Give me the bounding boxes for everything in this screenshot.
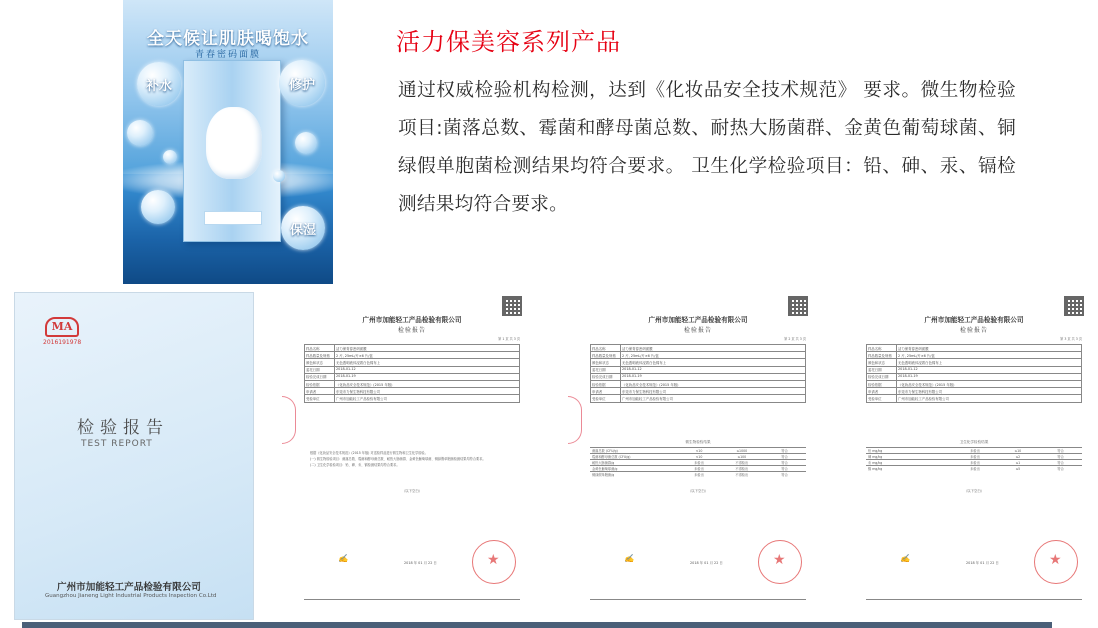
report-org: 广州市加能轻工产品检验有限公司 — [648, 316, 748, 324]
table-cell: 符合 — [1057, 455, 1064, 459]
qr-code-icon — [502, 296, 522, 316]
results-caption: 卫生化学检验结果 — [959, 440, 989, 444]
water-bubble — [163, 150, 177, 164]
table-row — [867, 395, 1082, 402]
qr-code-icon — [788, 296, 808, 316]
table-row — [590, 447, 806, 453]
table-row — [866, 447, 1082, 453]
table-key: 受检单位 — [867, 395, 897, 402]
table-row — [591, 359, 806, 366]
table-row — [867, 359, 1082, 366]
table-value: 广州市加能轻工产品检验有限公司 — [621, 395, 806, 402]
table-cell: ≤5 — [1015, 467, 1021, 471]
table-value: 2018-01-19 — [897, 373, 1082, 380]
table-value: 2018-01-12 — [897, 366, 1082, 373]
table-row — [866, 459, 1082, 465]
table-row — [866, 453, 1082, 459]
table-row — [867, 388, 1082, 395]
table-cell: 符合 — [1057, 449, 1064, 453]
water-bubble — [127, 120, 153, 146]
end-mark: （以下空白） — [687, 489, 709, 493]
cover-subtitle: TEST REPORT — [81, 439, 153, 449]
table-row — [591, 380, 806, 387]
table-cell: 铜绿假单胞菌/g — [592, 473, 615, 477]
report-meta — [304, 336, 520, 342]
table-key: 检验完成日期 — [305, 373, 335, 380]
table-row — [867, 366, 1082, 373]
table-value: 广州市加能轻工产品检验有限公司 — [897, 395, 1082, 402]
tag-hydrate: 补水 — [145, 78, 172, 94]
table-cell: 未检出 — [970, 455, 980, 459]
official-seal-icon — [1034, 540, 1078, 584]
bubble-tag-hydrate — [137, 62, 181, 106]
table-value: 无色透明液体浸着白色棉布上 — [897, 359, 1082, 366]
table-cell: 不得检出 — [735, 473, 749, 477]
table-key: 委托日期 — [305, 366, 335, 373]
table-value: 2018-01-12 — [335, 366, 520, 373]
product-box-band — [204, 211, 262, 225]
sample-info-table — [590, 344, 806, 403]
bottom-bar — [22, 622, 1052, 628]
table-cell: 不得检出 — [735, 461, 749, 465]
table-cell: ≤100 — [737, 455, 747, 459]
table-cell: 未检出 — [970, 449, 980, 453]
table-key: 受检单位 — [591, 395, 621, 402]
cover-title: 检验报告 — [77, 418, 169, 438]
product-box — [183, 60, 281, 242]
table-row — [591, 373, 806, 380]
qr-code-icon — [1064, 296, 1084, 316]
page-number: 第 3 页 共 3 页 — [1060, 337, 1082, 341]
signature-icon: ✍ — [338, 554, 348, 563]
table-cell: 镉 mg/kg — [868, 467, 883, 471]
report-date: 2018 年 01 月 22 日 — [404, 561, 437, 565]
report-date: 2018 年 01 月 22 日 — [966, 561, 999, 565]
table-row — [305, 345, 520, 352]
table-value: 2 片, 25mL/片×6 片/盒 — [335, 352, 520, 359]
table-value: 广州市加能轻工产品检验有限公司 — [335, 395, 520, 402]
table-row — [591, 395, 806, 402]
table-row — [305, 380, 520, 387]
table-row — [305, 352, 520, 359]
report-meta — [590, 336, 806, 342]
table-row — [590, 465, 806, 471]
table-cell: 菌落总数 (CFU/g) — [592, 449, 618, 453]
sample-info-table — [304, 344, 520, 403]
table-key: 检验完成日期 — [867, 373, 897, 380]
page-number: 第 1 页 共 3 页 — [498, 337, 520, 341]
table-value: 东莞市力保生物科技有限公司 — [897, 388, 1082, 395]
table-key: 委托日期 — [867, 366, 897, 373]
table-row — [590, 453, 806, 459]
table-cell: ≤1 — [1015, 461, 1021, 465]
bubble-tag-repair — [279, 60, 325, 106]
table-value: 东莞市力保生物科技有限公司 — [335, 388, 520, 395]
report-page-3 — [850, 292, 1098, 620]
table-cell: 霉菌和酵母菌总数 (CFU/g) — [592, 455, 631, 459]
table-cell: 汞 mg/kg — [868, 461, 883, 465]
official-seal-icon — [758, 540, 802, 584]
table-row — [590, 459, 806, 465]
table-cell: ≤2 — [1015, 455, 1021, 459]
table-cell: 金黄色葡萄球菌/g — [592, 467, 618, 471]
page-number: 第 2 页 共 3 页 — [784, 337, 806, 341]
table-cell: <10 — [695, 449, 703, 453]
table-row — [305, 366, 520, 373]
page-title: 活力保美容系列产品 — [396, 28, 621, 56]
cma-number: 2016191978 — [43, 339, 82, 346]
table-key: 受检单位 — [305, 395, 335, 402]
table-cell: 未检出 — [970, 467, 980, 471]
table-row — [867, 373, 1082, 380]
footer-divider — [590, 599, 806, 600]
table-row — [867, 345, 1082, 352]
side-stamp-icon — [568, 396, 582, 444]
tag-moisturize: 保湿 — [289, 222, 316, 238]
table-cell: 符合 — [781, 473, 788, 477]
footer-divider — [304, 599, 520, 600]
table-value: 活力保青春密码面膜 — [897, 345, 1082, 352]
report-cover — [14, 292, 254, 620]
table-row — [305, 388, 520, 395]
table-key: 检验依据 — [591, 380, 621, 387]
table-cell: 符合 — [781, 461, 788, 465]
table-value: 2018-01-12 — [621, 366, 806, 373]
table-key: 申请者 — [305, 388, 335, 395]
mask-face-icon — [206, 107, 262, 179]
table-cell: 符合 — [781, 467, 788, 471]
table-value: 无色透明液体浸着白色棉布上 — [621, 359, 806, 366]
note-line: (二) 卫生化学检验项目：铅、砷、汞、镉检测结果均符合要求。 — [310, 463, 400, 467]
table-cell: 未检出 — [694, 473, 704, 477]
sample-info-table — [866, 344, 1082, 403]
table-row — [591, 352, 806, 359]
end-mark: （以下空白） — [401, 489, 423, 493]
report-notes — [310, 450, 510, 468]
table-key: 样品名称 — [305, 345, 335, 352]
table-cell: 未检出 — [694, 461, 704, 465]
table-row — [590, 471, 806, 477]
table-key: 检验完成日期 — [591, 373, 621, 380]
table-value: 2018-01-19 — [621, 373, 806, 380]
cover-org-en: Guangzhou Jianeng Light Industrial Products Inspection Co.Ltd — [45, 593, 217, 599]
table-key: 申请者 — [591, 388, 621, 395]
table-cell: 耐热大肠菌群/g — [592, 461, 615, 465]
table-value: 《化妆品安全技术规范》(2015 年版) — [897, 380, 1082, 387]
table-key: 颜色和状态 — [867, 359, 897, 366]
table-row — [867, 352, 1082, 359]
report-org: 广州市加能轻工产品检验有限公司 — [362, 316, 462, 324]
report-title: 检验报告 — [959, 327, 988, 334]
table-value: 活力保青春密码面膜 — [621, 345, 806, 352]
table-key: 样品名称 — [591, 345, 621, 352]
report-page-1 — [288, 292, 536, 620]
table-value: 《化妆品安全技术规范》(2015 年版) — [335, 380, 520, 387]
table-row — [591, 366, 806, 373]
table-cell: 符合 — [781, 449, 788, 453]
table-key: 样品名称 — [867, 345, 897, 352]
table-value: 2 片, 25mL/片×6 片/盒 — [897, 352, 1082, 359]
table-cell: 砷 mg/kg — [868, 455, 883, 459]
product-image — [123, 0, 333, 284]
table-row — [305, 373, 520, 380]
table-key: 检验依据 — [305, 380, 335, 387]
table-value: 2 片, 25mL/片×6 片/盒 — [621, 352, 806, 359]
results-caption: 微生物检验结果 — [685, 440, 711, 444]
end-mark: （以下空白） — [963, 489, 985, 493]
table-row — [867, 380, 1082, 387]
results-table — [866, 440, 1082, 471]
table-cell: 符合 — [781, 455, 788, 459]
table-key: 申请者 — [867, 388, 897, 395]
table-value: 活力保青春密码面膜 — [335, 345, 520, 352]
note-line: (一) 微生物检验项目：菌落总数、霉菌和酵母菌总数、耐热大肠菌群、金黄色葡萄球菌、铜绿假单胞菌检测结果均符合要求。 — [310, 457, 486, 461]
table-value: 《化妆品安全技术规范》(2015 年版) — [621, 380, 806, 387]
report-title: 检验报告 — [397, 327, 426, 334]
table-key: 颜色和状态 — [591, 359, 621, 366]
cma-logo-icon: MA — [45, 317, 79, 337]
table-key: 样品数量及规格 — [867, 352, 897, 359]
side-stamp-icon — [282, 396, 296, 444]
table-row — [305, 359, 520, 366]
bubble-tag-moisturize — [281, 206, 325, 250]
report-page-2 — [574, 292, 822, 620]
table-row — [866, 465, 1082, 471]
table-cell: 未检出 — [970, 461, 980, 465]
table-row — [305, 395, 520, 402]
description-text: 通过权威检验机构检测，达到《化妆品安全技术规范》 要求。微生物检验项目:菌落总数、霉菌和酵母菌总数、耐热大肠菌群、金黄色葡萄球菌、铜绿假单胞菌检测结果均符合要求。 卫生化学检验项目：铅、砷、汞、镉检测结果均符合要求。 — [398, 80, 1016, 215]
water-bubble — [141, 190, 175, 224]
report-date: 2018 年 01 月 22 日 — [690, 561, 723, 565]
table-row — [591, 388, 806, 395]
water-bubble — [295, 132, 317, 154]
signature-icon: ✍ — [624, 554, 634, 563]
table-cell: 铅 mg/kg — [868, 449, 883, 453]
table-cell: 符合 — [1057, 461, 1064, 465]
table-value: 2018-01-19 — [335, 373, 520, 380]
signature-icon: ✍ — [900, 554, 910, 563]
water-bubble — [273, 170, 285, 182]
cover-org: 广州市加能轻工产品检验有限公司 — [57, 582, 201, 593]
official-seal-icon — [472, 540, 516, 584]
table-cell: 未检出 — [694, 467, 704, 471]
table-cell: 符合 — [1057, 467, 1064, 471]
table-cell: ≤10 — [1014, 449, 1022, 453]
table-value: 无色透明液体浸着白色棉布上 — [335, 359, 520, 366]
table-value: 东莞市力保生物科技有限公司 — [621, 388, 806, 395]
table-key: 检验依据 — [867, 380, 897, 387]
table-row — [591, 345, 806, 352]
product-subline: 青春密码面膜 — [194, 50, 261, 60]
table-key: 颜色和状态 — [305, 359, 335, 366]
table-key: 样品数量及规格 — [305, 352, 335, 359]
report-org: 广州市加能轻工产品检验有限公司 — [924, 316, 1024, 324]
results-table — [590, 440, 806, 477]
table-cell: <10 — [695, 455, 703, 459]
report-meta — [866, 336, 1082, 342]
note-line: 根据《化妆品安全技术规范》(2015 年版) 对送检样品进行微生物和卫生化学检验。 — [310, 451, 428, 455]
table-cell: 不得检出 — [735, 467, 749, 471]
table-key: 委托日期 — [591, 366, 621, 373]
footer-divider — [866, 599, 1082, 600]
report-title: 检验报告 — [683, 327, 712, 334]
product-headline: 全天候让肌肤喝饱水 — [147, 29, 309, 49]
table-key: 样品数量及规格 — [591, 352, 621, 359]
tag-repair: 修护 — [288, 77, 315, 93]
table-cell: ≤1000 — [736, 449, 748, 453]
